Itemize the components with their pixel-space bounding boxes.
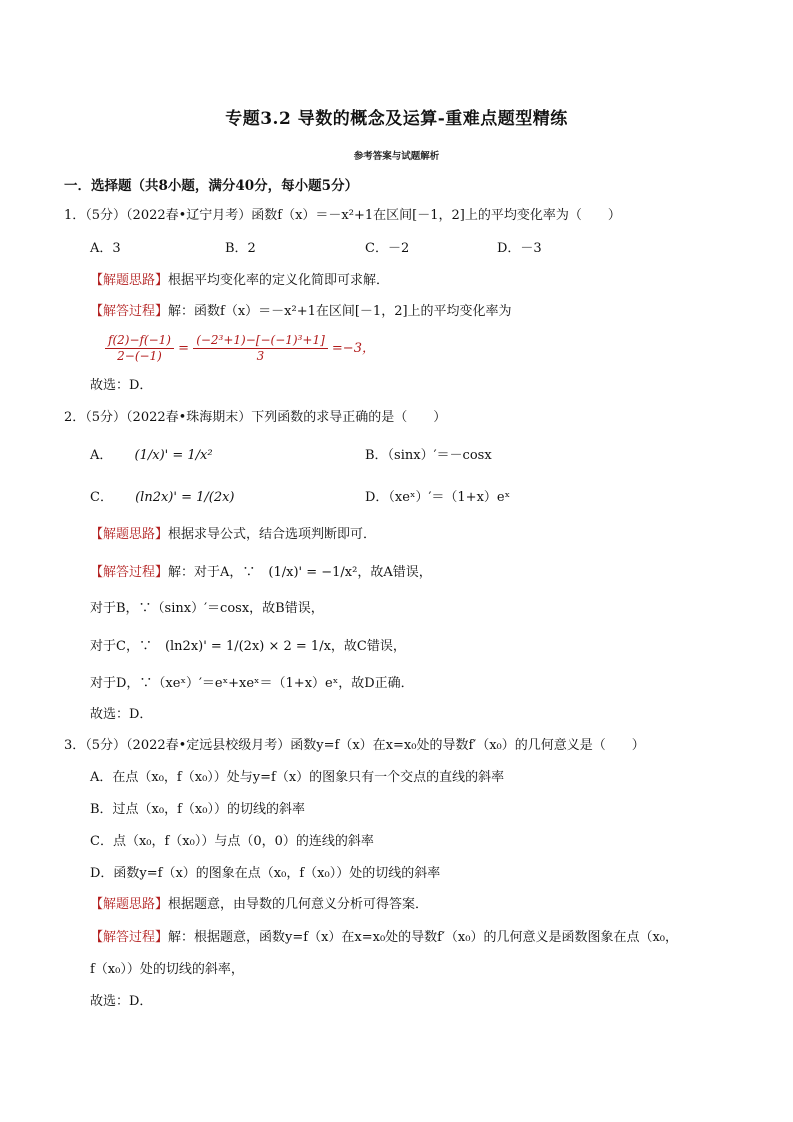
q3-idea [90,896,428,914]
q2-process-a-text: 解：对于A，∵ (1/x)' = −1/x²，故A错误， [168,565,432,580]
q1-frac1-den: 2−(−1) [117,349,162,363]
q1-option-c: C．－2 [365,241,410,256]
q2-process-b: 对于B，∵（sinx）′＝cosx，故B错误， [90,601,324,616]
q2-idea-text: 根据求导公式，结合选项判断即可． [168,527,377,542]
q2-option-c [90,489,235,507]
q2-process-d: 对于D，∵（xeˣ）′＝eˣ+xeˣ＝（1+x）eˣ，故D正确． [90,676,414,691]
q1-frac1-num: f(2)−f(−1) [105,333,174,349]
q1-result: =−3， [331,341,375,356]
q2-option-b: B．（sinx）′＝－cosx [365,448,492,463]
q1-option-d: D．－3 [497,241,542,256]
page-title: 专题3.2 导数的概念及运算-重难点题型精练 [225,109,568,129]
q1-idea-text: 根据平均变化率的定义化简即可求解． [168,273,390,288]
idea-tag: 【解题思路】 [90,897,169,912]
q3-process-2: f（x₀））处的切线的斜率， [90,962,244,977]
q2-option-d: D．（xeˣ）′＝（1+x）eˣ [365,490,511,505]
q3-process-1 [90,929,678,947]
q1-idea [90,272,389,290]
q2-option-a-label: A． [90,448,113,463]
q1-option-a: A．3 [90,241,121,256]
process-tag: 【解答过程】 [90,304,169,319]
q1-process [90,303,512,321]
process-tag: 【解答过程】 [90,930,169,945]
q2-process-c: 对于C，∵ (ln2x)' = 1/(2x) × 2 = 1/x，故C错误， [90,639,406,654]
q3-option-b: B．过点（x₀，f（x₀））的切线的斜率 [90,802,305,817]
q2-idea [90,526,376,544]
q2-option-c-label: C． [90,490,113,505]
q1-frac2-num: (−2³+1)−[−(−1)³+1] [193,333,328,349]
page-subtitle: 参考答案与试题解析 [353,151,440,162]
q3-option-c: C．点（x₀，f（x₀））与点（0，0）的连线的斜率 [90,834,374,849]
q2-process-a [90,564,432,582]
q3-process-1-text: 解：根据题意，函数y=f（x）在x=x₀处的导数f′（x₀）的几何意义是函数图象在点（x₀， [168,930,679,945]
q2-option-a [90,447,213,465]
q1-process-text: 解：函数f（x）＝－x²+1在区间[－1，2]上的平均变化率为 [168,304,512,319]
q3-idea-text: 根据题意，由导数的几何意义分析可得答案． [168,897,429,912]
q2-stem: 2．（5分）（2022春•珠海期末）下列函数的求导正确的是（ ） [64,410,447,425]
q1-option-b: B．2 [225,241,256,256]
q1-frac2-den: 3 [256,349,265,363]
q2-option-c-formula: (ln2x)' = 1/(2x) [135,490,235,505]
q1-choice: 故选：D． [90,378,153,393]
q3-option-a: A．在点（x₀，f（x₀））处与y=f（x）的图象只有一个交点的直线的斜率 [90,770,505,785]
idea-tag: 【解题思路】 [90,527,169,542]
q3-option-d: D．函数y=f（x）的图象在点（x₀，f（x₀））处的切线的斜率 [90,866,441,881]
section-heading: 一．选择题（共8小题，满分40分，每小题5分） [64,178,359,194]
process-tag: 【解答过程】 [90,565,169,580]
q1-formula: $\frac{f(2)-f(-1)}{2-(-1)}$ = $\frac{\text{(−2³+1)−[−(−1)³+1]}}{3}$ =−3， [105,333,375,364]
idea-tag: 【解题思路】 [90,273,169,288]
q2-option-a-formula: (1/x)' = 1/x² [134,448,213,463]
q3-stem: 3．（5分）（2022春•定远县校级月考）函数y=f（x）在x=x₀处的导数f′（x₀）的几何意义是（ ） [64,738,645,753]
q3-choice: 故选：D． [90,994,153,1009]
q1-stem: 1．（5分）（2022春•辽宁月考）函数f（x）＝－x²+1在区间[－1，2]上的平均变化率为（ ） [64,208,621,223]
q2-choice: 故选：D． [90,707,153,722]
